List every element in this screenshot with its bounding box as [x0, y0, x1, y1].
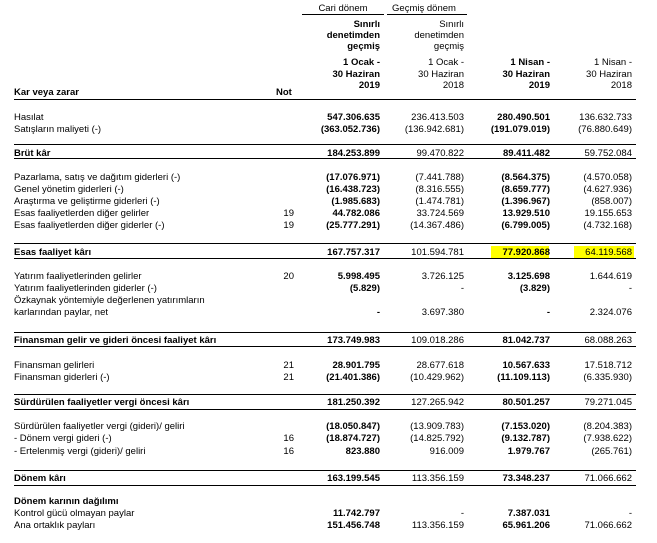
- value-cari-6ay-2019: 173.749.983: [327, 335, 380, 346]
- row-label: Sürdürülen faaliyetler vergi öncesi kârı: [14, 397, 190, 408]
- value-cari-3ay-2019: 13.929.510: [502, 208, 550, 219]
- row-label: Pazarlama, satış ve dağıtım giderleri (-): [14, 172, 181, 183]
- row-label: Finansman giderleri (-): [14, 372, 110, 383]
- value-gecmis-3ay-2018: (4.627.936): [583, 184, 632, 195]
- value-cari-3ay-2019: (191.079.019): [490, 124, 550, 135]
- row-label: Ana ortaklık payları: [14, 520, 96, 531]
- value-cari-6ay-2019: (21.401.386): [326, 372, 380, 383]
- value-gecmis-3ay-2018: 68.088.263: [584, 335, 632, 346]
- value-gecmis-3ay-2018: 71.066.662: [584, 473, 632, 484]
- value-cari-6ay-2019: (18.050.847): [326, 421, 380, 432]
- value-gecmis-3ay-2018: 79.271.045: [584, 397, 632, 408]
- row-label: Satışların maliyeti (-): [14, 124, 102, 135]
- value-cari-3ay-2019: (8.659.777): [501, 184, 550, 195]
- row-label: Hasılat: [14, 112, 44, 123]
- value-cari-3ay-2019: 89.411.482: [502, 148, 550, 159]
- value-gecmis-3ay-2018: 71.066.662: [584, 520, 632, 531]
- value-gecmis-6ay-2018: (8.316.555): [415, 184, 464, 195]
- value-gecmis-6ay-2018: -: [460, 283, 464, 294]
- c3-h1: 30 Haziran: [502, 69, 550, 80]
- row-label: Sürdürülen faaliyetler vergi (gideri)/ geliri: [14, 421, 185, 432]
- c1-h1: denetimden: [326, 30, 380, 41]
- value-cari-6ay-2019: 28.901.795: [332, 360, 380, 371]
- value-cari-6ay-2019: 151.456.748: [327, 520, 380, 531]
- value-cari-3ay-2019: 280.490.501: [497, 112, 550, 123]
- value-gecmis-6ay-2018: 109.018.286: [411, 335, 464, 346]
- value-cari-6ay-2019: (16.438.723): [326, 184, 380, 195]
- value-gecmis-6ay-2018: 101.594.781: [411, 247, 464, 258]
- row-note: 21: [283, 372, 294, 383]
- row-label: Finansman gelirleri: [14, 360, 95, 371]
- c4-h1: 30 Haziran: [586, 69, 632, 80]
- c4-h0: 1 Nisan -: [593, 57, 632, 68]
- value-gecmis-3ay-2018: -: [628, 283, 632, 294]
- value-cari-3ay-2019: (9.132.787): [501, 433, 550, 444]
- value-gecmis-6ay-2018: 3.726.125: [421, 271, 464, 282]
- value-gecmis-6ay-2018: (7.441.788): [415, 172, 464, 183]
- c1-h3: 1 Ocak -: [343, 57, 380, 68]
- value-cari-6ay-2019: (1.985.683): [331, 196, 380, 207]
- row-label: - Ertelenmiş vergi (gideri)/ geliri: [14, 446, 146, 457]
- header-gecmis-donem: Geçmiş dönem: [392, 3, 456, 14]
- row-note: 19: [283, 220, 294, 231]
- row-label: Genel yönetim giderleri (-): [14, 184, 124, 195]
- value-cari-6ay-2019: 181.250.392: [327, 397, 380, 408]
- row-label: Dönem kârı: [14, 473, 66, 484]
- value-gecmis-3ay-2018: (4.732.168): [583, 220, 632, 231]
- value-gecmis-3ay-2018: -: [628, 508, 632, 519]
- value-cari-6ay-2019: (18.874.727): [326, 433, 380, 444]
- row-label: Brüt kâr: [14, 148, 51, 159]
- row-label: Yatırım faaliyetlerinden giderler (-): [14, 283, 157, 294]
- value-cari-6ay-2019: 44.782.086: [332, 208, 380, 219]
- value-cari-6ay-2019: (25.777.291): [326, 220, 380, 231]
- value-cari-3ay-2019: 81.042.737: [502, 335, 550, 346]
- value-cari-3ay-2019: 3.125.698: [507, 271, 550, 282]
- c3-h2: 2019: [528, 80, 550, 91]
- value-cari-6ay-2019: -: [376, 307, 380, 318]
- row-note: 20: [283, 271, 294, 282]
- value-gecmis-6ay-2018: (10.429.962): [410, 372, 464, 383]
- row-label: Araştırma ve geliştirme giderleri (-): [14, 196, 160, 207]
- value-gecmis-6ay-2018: 28.677.618: [416, 360, 464, 371]
- c2-h0: Sınırlı: [439, 19, 464, 30]
- row-label: Özkaynak yöntemiyle değerlenen yatırımların: [14, 295, 205, 306]
- value-cari-6ay-2019: (5.829): [349, 283, 380, 294]
- value-gecmis-6ay-2018: 236.413.503: [411, 112, 464, 123]
- value-cari-6ay-2019: 184.253.899: [327, 148, 380, 159]
- row-note: 16: [283, 433, 294, 444]
- value-cari-3ay-2019: (1.396.967): [501, 196, 550, 207]
- row-note: 16: [283, 446, 294, 457]
- value-cari-6ay-2019: 823.880: [345, 446, 380, 457]
- row-label: Esas faaliyetlerden diğer giderler (-): [14, 220, 165, 231]
- c3-h0: 1 Nisan -: [510, 57, 550, 68]
- value-gecmis-6ay-2018: (136.942.681): [404, 124, 464, 135]
- c1-h0: Sınırlı: [353, 19, 380, 30]
- c1-h5: 2019: [358, 80, 380, 91]
- c4-h2: 2018: [610, 80, 632, 91]
- value-gecmis-3ay-2018: (858.007): [591, 196, 632, 207]
- c1-h2: geçmiş: [347, 41, 380, 52]
- value-cari-6ay-2019: (363.052.736): [320, 124, 380, 135]
- row-label: Esas faaliyet kârı: [14, 247, 92, 258]
- value-cari-3ay-2019: (11.109.113): [497, 372, 550, 383]
- value-cari-6ay-2019: 547.306.635: [327, 112, 380, 123]
- value-gecmis-3ay-2018: 1.644.619: [589, 271, 632, 282]
- value-gecmis-6ay-2018: -: [460, 508, 464, 519]
- value-gecmis-6ay-2018: 916.009: [429, 446, 464, 457]
- value-cari-3ay-2019: (3.829): [519, 283, 550, 294]
- value-cari-6ay-2019: 163.199.545: [327, 473, 380, 484]
- value-cari-3ay-2019: -: [546, 307, 550, 318]
- value-gecmis-3ay-2018: (265.761): [591, 446, 632, 457]
- value-gecmis-3ay-2018: (6.335.930): [583, 372, 632, 383]
- row-note: 21: [283, 360, 294, 371]
- value-gecmis-6ay-2018: 127.265.942: [411, 397, 464, 408]
- value-cari-3ay-2019: 80.501.257: [502, 397, 550, 408]
- value-cari-3ay-2019: 10.567.633: [502, 360, 550, 371]
- value-gecmis-3ay-2018: (7.938.622): [583, 433, 632, 444]
- c1-h4: 30 Haziran: [332, 69, 380, 80]
- value-cari-3ay-2019: 77.920.868: [502, 247, 550, 258]
- value-gecmis-6ay-2018: (1.474.781): [415, 196, 464, 207]
- value-cari-3ay-2019: (8.564.375): [501, 172, 550, 183]
- value-gecmis-6ay-2018: 33.724.569: [416, 208, 464, 219]
- header-cari-donem: Cari dönem: [318, 3, 368, 14]
- value-gecmis-6ay-2018: 113.356.159: [411, 473, 464, 484]
- value-gecmis-3ay-2018: 136.632.733: [579, 112, 632, 123]
- value-cari-3ay-2019: 73.348.237: [502, 473, 550, 484]
- value-cari-3ay-2019: 1.979.767: [507, 446, 550, 457]
- value-gecmis-6ay-2018: 99.470.822: [416, 148, 464, 159]
- value-gecmis-3ay-2018: (76.880.649): [578, 124, 632, 135]
- value-gecmis-3ay-2018: 2.324.076: [589, 307, 632, 318]
- value-gecmis-6ay-2018: (14.825.792): [410, 433, 464, 444]
- c2-h1: denetimden: [414, 30, 464, 41]
- table-title: Kar veya zarar: [14, 87, 79, 98]
- row-label: Kontrol gücü olmayan paylar: [14, 508, 135, 519]
- value-gecmis-6ay-2018: 3.697.380: [421, 307, 464, 318]
- row-label: Finansman gelir ve gideri öncesi faaliyet kârı: [14, 335, 217, 346]
- value-cari-6ay-2019: (17.076.971): [326, 172, 380, 183]
- value-gecmis-3ay-2018: 59.752.084: [584, 148, 632, 159]
- c2-h3: 1 Ocak -: [428, 57, 464, 68]
- value-cari-3ay-2019: 65.961.206: [502, 520, 550, 531]
- not-header: Not: [276, 87, 292, 98]
- value-gecmis-3ay-2018: (4.570.058): [583, 172, 632, 183]
- value-gecmis-3ay-2018: (8.204.383): [583, 421, 632, 432]
- value-cari-3ay-2019: (7.153.020): [501, 421, 550, 432]
- c2-h2: geçmiş: [433, 41, 464, 52]
- value-cari-6ay-2019: 11.742.797: [332, 508, 380, 519]
- row-label: - Dönem vergi gideri (-): [14, 433, 112, 444]
- value-gecmis-6ay-2018: (13.909.783): [410, 421, 464, 432]
- value-gecmis-6ay-2018: 113.356.159: [411, 520, 464, 531]
- row-label: Esas faaliyetlerden diğer gelirler: [14, 208, 150, 219]
- value-gecmis-3ay-2018: 17.518.712: [584, 360, 632, 371]
- value-gecmis-6ay-2018: (14.367.486): [410, 220, 464, 231]
- value-gecmis-3ay-2018: 19.155.653: [584, 208, 632, 219]
- value-cari-3ay-2019: 7.387.031: [507, 508, 550, 519]
- value-cari-3ay-2019: (6.799.005): [501, 220, 550, 231]
- c2-h5: 2018: [442, 80, 464, 91]
- value-gecmis-3ay-2018: 64.119.568: [585, 247, 632, 258]
- value-cari-6ay-2019: 167.757.317: [327, 247, 380, 258]
- row-label: Yatırım faaliyetlerinden gelirler: [14, 271, 142, 282]
- c2-h4: 30 Haziran: [418, 69, 464, 80]
- row-label: Dönem karının dağılımı: [14, 496, 119, 507]
- row-label: karlarından paylar, net: [14, 307, 109, 318]
- row-note: 19: [283, 208, 294, 219]
- value-cari-6ay-2019: 5.998.495: [337, 271, 380, 282]
